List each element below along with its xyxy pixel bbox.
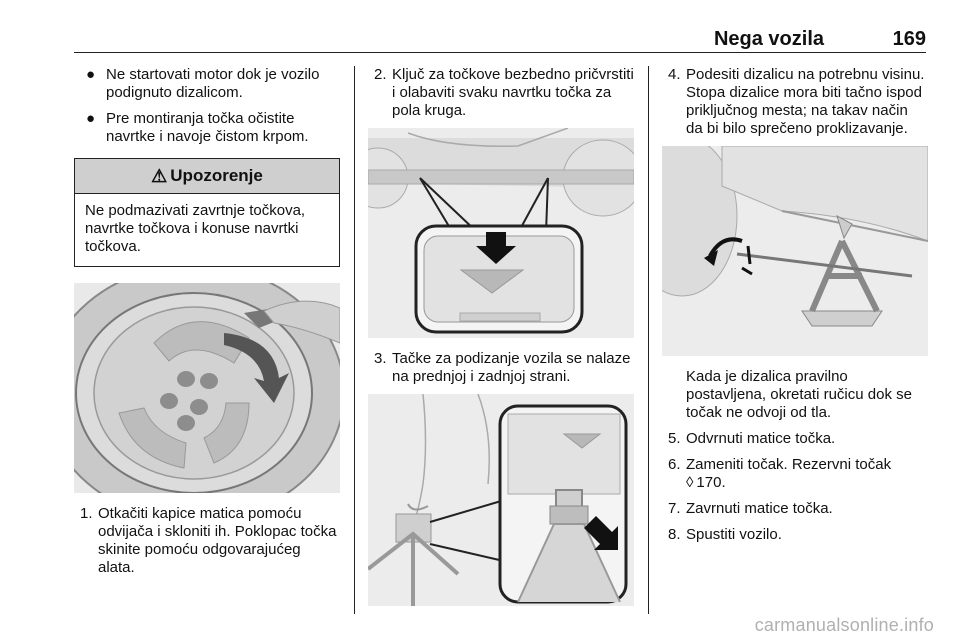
page-number: 169	[892, 28, 926, 50]
step-item	[662, 500, 928, 518]
step-text: Tačke za podizanje vozila se nalaze na prednjoj i zadnjoj strani.	[392, 350, 631, 385]
page-reference-icon: ◊	[686, 474, 694, 491]
step-number: 2.	[374, 66, 387, 83]
step-item	[368, 350, 634, 386]
step-number: 7.	[668, 500, 681, 517]
jack-setup-illustration	[662, 146, 928, 356]
step-item	[368, 66, 634, 120]
step-text: Zameniti točak. Rezervni točak	[686, 456, 892, 473]
page-reference[interactable]: 170.	[696, 474, 726, 491]
warning-body: Ne podmazivati zavrtnje točkova, navrtke točkova i konuse navrtki točkova.	[85, 202, 306, 255]
column-divider	[354, 66, 355, 614]
step-number: 8.	[668, 526, 681, 543]
step-number: 4.	[668, 66, 681, 83]
step-number: 5.	[668, 430, 681, 447]
column-2	[368, 66, 634, 606]
jack-attachment-illustration	[368, 394, 634, 606]
column-divider	[648, 66, 649, 614]
step-number: 6.	[668, 456, 681, 473]
step-item	[74, 505, 340, 577]
watermark: carmanualsonline.info	[754, 615, 934, 635]
bullet-item	[74, 66, 340, 102]
step-text: Otkačiti kapice matica pomoću odvijača i skloniti ih. Poklopac točka skinite pomoću odgovarajućeg alata.	[98, 505, 337, 576]
step-text: Odvrnuti matice točka.	[686, 430, 836, 447]
step-text: Ključ za točkove bezbedno pričvrstiti i olabaviti svaku navrtku točka za pola kruga.	[392, 66, 634, 119]
step-text: Spustiti vozilo.	[686, 526, 782, 543]
bullet-dot: ●	[86, 66, 96, 83]
lifting-points-illustration	[368, 128, 634, 338]
step-item	[662, 430, 928, 448]
page-header	[74, 26, 926, 53]
hubcap-removal-illustration	[74, 283, 340, 493]
figure-jack-setup	[662, 146, 928, 356]
step-number: 3.	[374, 350, 387, 367]
figure-hubcap-removal	[74, 283, 340, 493]
warning-icon: ⚠	[151, 166, 168, 186]
step-item	[662, 526, 928, 544]
bullet-text: Ne startovati motor dok je vozilo podignuto dizalicom.	[106, 66, 320, 101]
warning-box	[74, 158, 340, 267]
section-title: Nega vozila	[713, 28, 824, 50]
step-text: Podesiti dizalicu na potrebnu visinu. Stopa dizalice mora biti tačno ispod priključnog mesta; na takav način da bi bilo sprečeno proklizavanje.	[686, 66, 925, 137]
paragraph: Kada je dizalica pravilno postavljena, okretati ručicu dok se točak ne odvoji od tla.	[686, 368, 912, 421]
figure-lifting-points	[368, 128, 634, 338]
warning-title: Upozorenje	[170, 166, 263, 185]
step-number: 1.	[80, 505, 93, 522]
bullet-item	[74, 110, 340, 146]
figure-jack-attachment	[368, 394, 634, 606]
step-text: Zavrnuti matice točka.	[686, 500, 833, 517]
step-item	[662, 66, 928, 138]
bullet-dot: ●	[86, 110, 96, 127]
step-item	[662, 456, 928, 492]
warning-header	[75, 159, 339, 194]
bullet-text: Pre montiranja točka očistite navrtke i navoje čistom krpom.	[106, 110, 309, 145]
column-1	[74, 66, 340, 585]
column-3	[662, 66, 928, 552]
